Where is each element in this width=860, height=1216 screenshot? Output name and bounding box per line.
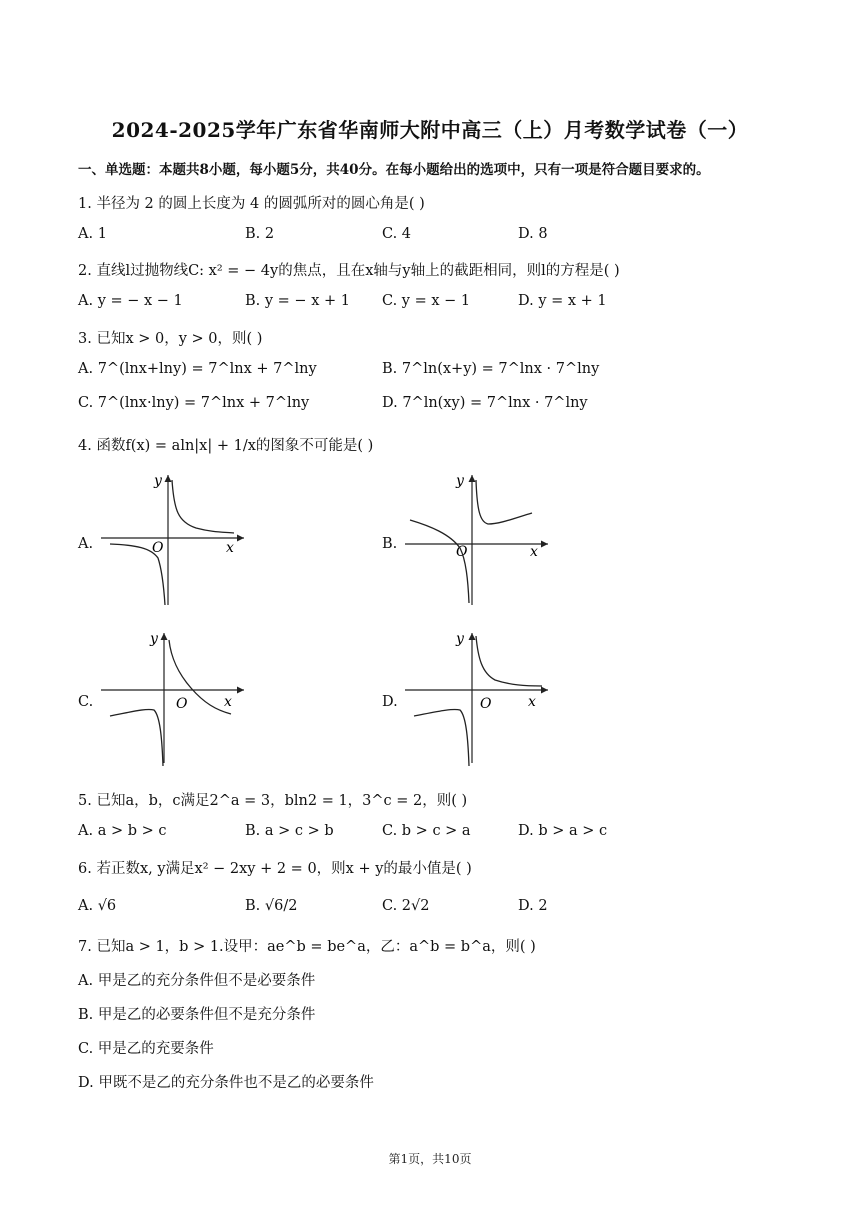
origin-label: O xyxy=(152,540,164,556)
question-2: 2. 直线l过抛物线C: x² = − 4y的焦点，且在x轴与y轴上的截距相同，则l的方程是( ) xyxy=(78,263,620,279)
x-axis-label: x xyxy=(528,694,536,710)
graph-d xyxy=(400,628,560,773)
q1-option-b: B. 2 xyxy=(245,226,275,242)
question-4: 4. 函数f(x) = aln|x| + 1/x的图象不可能是( ) xyxy=(78,438,374,454)
origin-label: O xyxy=(480,696,492,712)
graph-a xyxy=(96,470,256,615)
q2-option-b: B. y = − x + 1 xyxy=(245,293,350,309)
q3-option-c: C. 7^(lnx·lny) = 7^lnx + 7^lny xyxy=(78,395,310,411)
q5-option-b: B. a > c > b xyxy=(245,823,334,839)
q6-option-a: A. √6 xyxy=(78,898,117,914)
question-5: 5. 已知a，b，c满足2^a = 3，bln2 = 1，3^c = 2，则( ) xyxy=(78,793,468,809)
x-axis-label: x xyxy=(226,540,234,556)
page-title: 2024-2025学年广东省华南师大附中高三（上）月考数学试卷（一） xyxy=(111,118,749,142)
y-axis-label: y xyxy=(150,631,158,647)
q4-option-d: D. xyxy=(382,694,398,710)
page-footer: 第1页，共10页 xyxy=(388,1152,472,1166)
q4-option-b: B. xyxy=(382,536,398,552)
section-heading: 一、单选题：本题共8小题，每小题5分，共40分。在每小题给出的选项中，只有一项是符合题目要求的。 xyxy=(78,162,710,178)
graph-b xyxy=(400,470,560,615)
q1-option-c: C. 4 xyxy=(382,226,412,242)
q1-option-a: A. 1 xyxy=(78,226,107,242)
question-1: 1. 半径为 2 的圆上长度为 4 的圆弧所对的圆心角是( ) xyxy=(78,196,425,212)
q2-option-d: D. y = x + 1 xyxy=(518,293,607,309)
q7-option-a: A. 甲是乙的充分条件但不是必要条件 xyxy=(78,973,316,989)
q4-option-c: C. xyxy=(78,694,94,710)
q3-option-b: B. 7^ln(x+y) = 7^lnx · 7^lny xyxy=(382,361,600,377)
q7-option-d: D. 甲既不是乙的充分条件也不是乙的必要条件 xyxy=(78,1075,374,1091)
q3-option-a: A. 7^(lnx+lny) = 7^lnx + 7^lny xyxy=(78,361,317,377)
q5-option-d: D. b > a > c xyxy=(518,823,608,839)
y-axis-label: y xyxy=(154,473,162,489)
q4-option-a: A. xyxy=(78,536,94,552)
question-7: 7. 已知a > 1，b > 1.设甲：ae^b = be^a，乙：a^b = b^a，则( ) xyxy=(78,939,536,955)
q5-option-a: A. a > b > c xyxy=(78,823,167,839)
q2-option-c: C. y = x − 1 xyxy=(382,293,471,309)
q2-option-a: A. y = − x − 1 xyxy=(78,293,183,309)
origin-label: O xyxy=(456,544,468,560)
q6-option-d: D. 2 xyxy=(518,898,548,914)
question-3: 3. 已知x > 0，y > 0，则( ) xyxy=(78,331,263,347)
q6-option-c: C. 2√2 xyxy=(382,898,430,914)
q1-option-d: D. 8 xyxy=(518,226,548,242)
x-axis-label: x xyxy=(224,694,232,710)
question-6: 6. 若正数x, y满足x² − 2xy + 2 = 0，则x + y的最小值是( ) xyxy=(78,861,472,877)
q7-option-b: B. 甲是乙的必要条件但不是充分条件 xyxy=(78,1007,316,1023)
x-axis-label: x xyxy=(530,544,538,560)
q3-option-d: D. 7^ln(xy) = 7^lnx · 7^lny xyxy=(382,395,588,411)
y-axis-label: y xyxy=(456,631,464,647)
graph-c xyxy=(96,628,256,773)
q5-option-c: C. b > c > a xyxy=(382,823,471,839)
origin-label: O xyxy=(176,696,188,712)
y-axis-label: y xyxy=(456,473,464,489)
q7-option-c: C. 甲是乙的充要条件 xyxy=(78,1041,214,1057)
q6-option-b: B. √6/2 xyxy=(245,898,298,914)
